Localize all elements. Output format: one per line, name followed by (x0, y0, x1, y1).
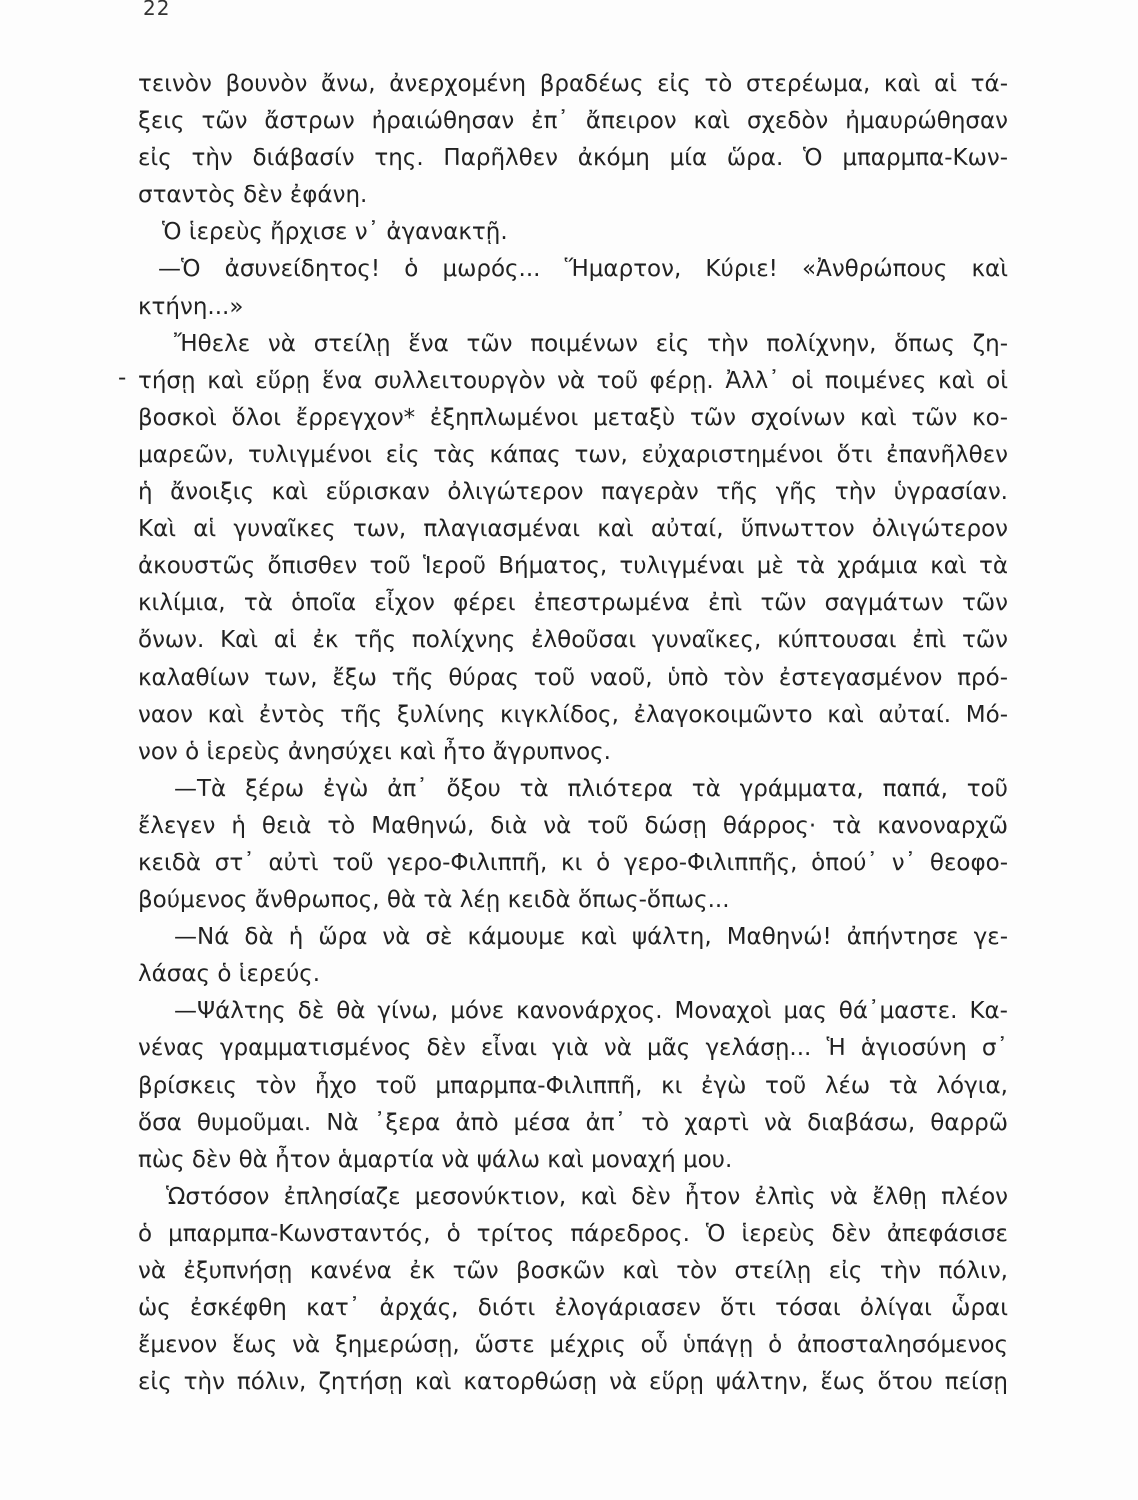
text-line: βούμενος ἄνθρωπος, θὰ τὰ λέῃ κειδὰ ὅπως-ὅπως... (138, 887, 730, 914)
text-line: πὼς δὲν θὰ ἦτον ἁμαρτία νὰ ψάλω καὶ μοναχή μου. (138, 1146, 733, 1173)
text-line: καλαθίων των, ἔξω τῆς θύρας τοῦ ναοῦ, ὑπὸ τὸν ἐστεγασμένον πρό- (138, 664, 1008, 691)
text-line: τεινὸν βουνὸν ἄνω, ἀνερχομένη βραδέως εἰς τὸ στερέωμα, καὶ αἱ τά- (138, 71, 1008, 97)
text-line: τήσῃ καὶ εὕρῃ ἕνα συλλειτουργὸν νὰ τοῦ φέρῃ. Ἀλλ᾽ οἱ ποιμένες καὶ οἱ (138, 367, 1008, 394)
text-line: εἰς τὴν πόλιν, ζητήσῃ καὶ κατορθώσῃ νὰ εὕρῃ ψάλτην, ἕως ὅτου πείσῃ (138, 1369, 1008, 1396)
text-line: Ἤθελε νὰ στείλῃ ἕνα τῶν ποιμένων εἰς τὴν πολίχνην, ὅπως ζη- (174, 330, 1008, 357)
text-line: ἀκουστῶς ὄπισθεν τοῦ Ἱεροῦ Βήματος, τυλιγμέναι μὲ τὰ χράμια καὶ τὰ (138, 553, 1008, 580)
body-text (138, 66, 1008, 1401)
text-line: —Νά δὰ ἡ ὥρα νὰ σὲ κάμουμε καὶ ψάλτη, Μαθηνώ! ἀπήντησε γε- (174, 924, 1008, 951)
text-line: ὄνων. Καὶ αἱ ἐκ τῆς πολίχνης ἐλθοῦσαι γυναῖκες, κύπτουσαι ἐπὶ τῶν (138, 627, 1008, 654)
margin-dash: - (118, 365, 127, 391)
text-line: νον ὁ ἱερεὺς ἀνησύχει καὶ ἦτο ἄγρυπνος. (138, 738, 611, 765)
text-line: μαρεῶν, τυλιγμένοι εἰς τὰς κάπας των, εὐχαριστημένοι ὅτι ἐπανῆλθεν (138, 441, 1008, 468)
text-line: ὅσα θυμοῦμαι. Νὰ ᾽ξερα ἀπὸ μέσα ἀπ᾽ τὸ χαρτὶ νὰ διαβάσω, θαρρῶ (138, 1109, 1008, 1136)
text-line: ἔλεγεν ἡ θειὰ τὸ Μαθηνώ, διὰ νὰ τοῦ δώσῃ θάρρος· τὰ κανοναρχῶ (138, 812, 1008, 839)
text-line: κειδὰ στ᾽ αὐτὶ τοῦ γερο-Φιλιππῆ, κι ὁ γερο-Φιλιππῆς, ὁπού᾽ ν᾽ θεοφο- (138, 849, 1008, 876)
text-line: εἰς τὴν διάβασίν της. Παρῆλθεν ἀκόμη μία ὥρα. Ὁ μπαρμπα-Κων- (138, 145, 1008, 172)
text-line: ξεις τῶν ἄστρων ἠραιώθησαν ἐπ᾽ ἄπειρον καὶ σχεδὸν ἠμαυρώθησαν (138, 108, 1008, 135)
text-line: —Ὁ ἀσυνείδητος! ὁ μωρός... Ἥμαρτον, Κύριε! «Ἀνθρώπους καὶ (158, 256, 1008, 283)
text-line: νὰ ἐξυπνήσῃ κανένα ἐκ τῶν βοσκῶν καὶ τὸν στείλῃ εἰς τὴν πόλιν, (138, 1258, 1008, 1284)
text-line: —Ψάλτης δὲ θὰ γίνω, μόνε κανονάρχος. Μοναχοὶ μας θά᾽μαστε. Κα- (174, 998, 1008, 1025)
text-line: νένας γραμματισμένος δὲν εἶναι γιὰ νὰ μᾶς γελάσῃ... Ἡ ἁγιοσύνη σ᾽ (138, 1035, 1008, 1062)
text-line: ὡς ἐσκέφθη κατ᾽ ἀρχάς, διότι ἐλογάριασεν ὅτι τόσαι ὀλίγαι ὧραι (138, 1295, 1008, 1322)
text-line: κιλίμια, τὰ ὁποῖα εἶχον φέρει ἐπεστρωμένα ἐπὶ τῶν σαγμάτων τῶν (138, 590, 1008, 617)
text-line: βρίσκεις τὸν ἦχο τοῦ μπαρμπα-Φιλιππῆ, κι ἐγὼ τοῦ λέω τὰ λόγια, (138, 1072, 1008, 1099)
text-line: σταντὸς δὲν ἐφάνη. (138, 182, 368, 209)
text-line: ἔμενον ἕως νὰ ξημερώσῃ, ὥστε μέχρις οὗ ὑπάγῃ ὁ ἀποσταλησόμενος (138, 1332, 1008, 1359)
text-line: κτήνη...» (138, 293, 244, 320)
text-line: ὁ μπαρμπα-Κωνσταντός, ὁ τρίτος πάρεδρος. Ὁ ἱερεὺς δὲν ἀπεφάσισε (138, 1220, 1008, 1247)
text-line: Ὁ ἱερεὺς ἤρχισε ν᾽ ἀγανακτῇ. (162, 219, 508, 246)
text-line: Ὡστόσον ἐπλησίαζε μεσονύκτιον, καὶ δὲν ἦτον ἐλπὶς νὰ ἔλθῃ πλέον (166, 1183, 1008, 1210)
text-line: ναον καὶ ἐντὸς τῆς ξυλίνης κιγκλίδος, ἐλαγοκοιμῶντο καὶ αὐταί. Μό- (138, 701, 1008, 728)
page-number: 22 (143, 0, 171, 20)
text-line: ἡ ἄνοιξις καὶ εὕρισκαν ὀλιγώτερον παγερὰν τῆς γῆς τὴν ὑγρασίαν. (138, 479, 1008, 506)
text-line: —Τὰ ξέρω ἐγὼ ἀπ᾽ ὄξου τὰ πλιότερα τὰ γράμματα, παπά, τοῦ (174, 775, 1008, 802)
text-line: βοσκοὶ ὅλοι ἔρρεγχον* ἐξηπλωμένοι μεταξὺ τῶν σχοίνων καὶ τῶν κο- (138, 404, 1008, 431)
text-line: λάσας ὁ ἱερεύς. (138, 961, 321, 988)
text-line: Καὶ αἱ γυναῖκες των, πλαγιασμέναι καὶ αὐταί, ὕπνωττον ὀλιγώτερον (138, 516, 1008, 543)
